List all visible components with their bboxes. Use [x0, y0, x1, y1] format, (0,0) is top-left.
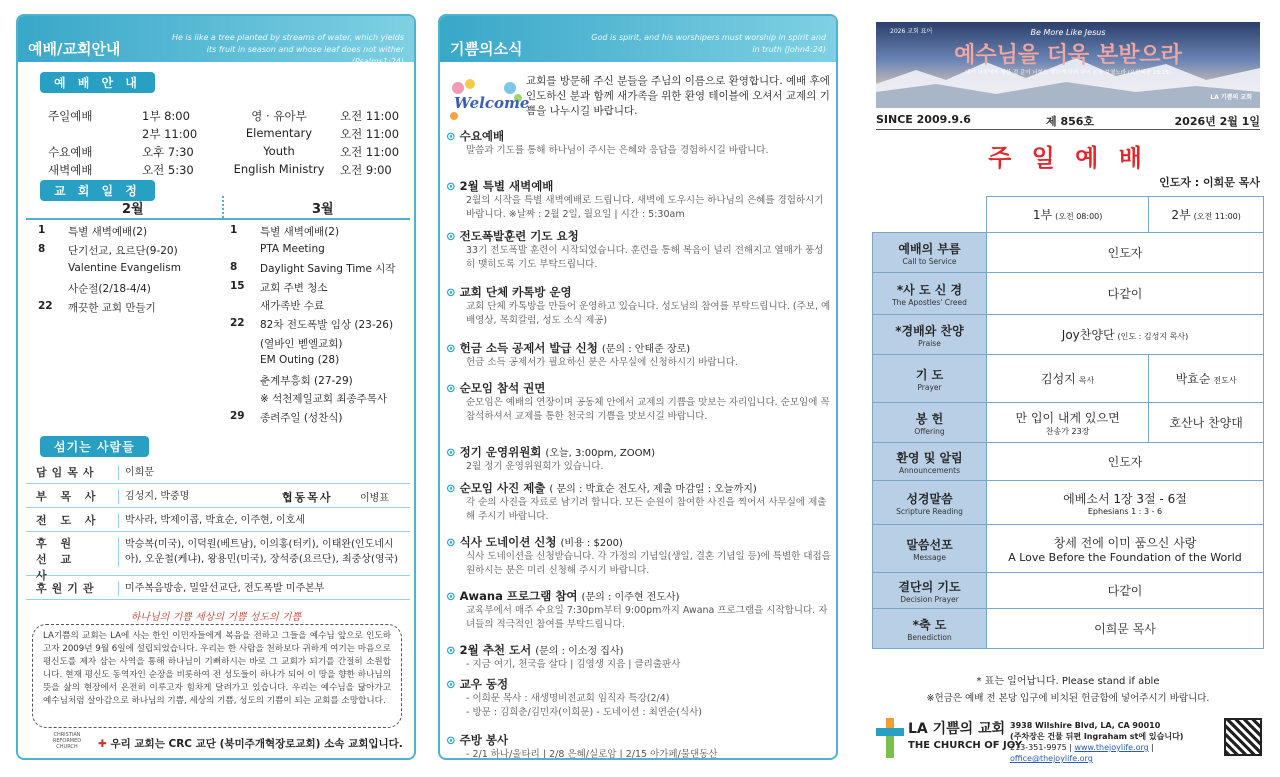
schedule-date: 8: [230, 261, 238, 274]
order-item-en: Decision Prayer: [900, 594, 959, 604]
value-main: 인도자: [1107, 246, 1143, 260]
schedule-date: 1: [230, 224, 238, 236]
news-body: 교회 단체 카톡방을 만들어 운영하고 있습니다. 성도님의 참여를 부탁드립니다. (주보, 예배영상, 목회칼럼, 성도 소식 제공): [466, 301, 831, 326]
order-row: [873, 443, 1264, 481]
worship-order-table: [872, 196, 1264, 649]
news-title: 수요예배: [459, 129, 505, 143]
news-note: ( 문의 : 박효순 전도사, 제출 마감일 : 오늘까지): [549, 484, 757, 495]
schedule-date: 22: [230, 317, 245, 329]
order-row: [873, 355, 1264, 403]
news-title: 2월 특별 새벽예배: [459, 179, 554, 193]
news-title: 전도폭발훈련 기도 요청: [459, 229, 579, 243]
bulletin-cover: 2026 교회 표어 Be More Like Jesus 예수님을 더욱 본받으라 내가 너희에게 행한 것 같이 너희도 행하게 하려 하여 본을 보였노라 (요한복음 13:15) LA 기쁨의 교회 SINCE 2009.9.6 제 856호 2026년 2월 1일 주 일 예 배 인도자 : 이희문 목사 1부 (오전 08:00) 2부 (오전 11:00) 예배의 부름 Call to Service 인도자 *사 도 신 경 The Apostles' Creed 다같이 *경배와 찬양 Praise Joy찬양단 (인도 : 김성지 목사) 기 도 Prayer 김성지 목사 박효순 전도사 봉 헌 Offering 만 입이 내게 있으면 찬송가 23장 호산나 찬양대 환영 및 알림 Announcements 인도자 성경말씀 Scripture Reading 에베소서 1장 3절 - 6절 Ephesians 1 : 3 - 6 말씀선포 Message 창세 전에 이미 품으신 사랑 A Love Before the Foundation of the World 결단의 기도 Decision Prayer 다같이 *축 도 Benediction 이희문 목사 * 표는 일어납니다. Please stand if able ※헌금은 예배 전 본당 입구에 비치된 헌금함에 넣어주시기 바랍니다. LA 기쁨의 교회 THE CHURCH OF JOY 3938 Wilshire Blvd, LA, CA 90010 (주차장은 건물 뒤편 Ingraham st에 있습니다) 213-351-9975 | www.thejoylife.org | office@thejoylife.org: [868, 0, 1268, 777]
order-row: [873, 525, 1264, 573]
schedule-event: 사순절(2/18-4/4): [68, 283, 151, 295]
feb-label: 2월: [122, 202, 144, 217]
order-item-value: [987, 573, 1264, 609]
news-item: [446, 732, 832, 760]
value-sub: Ephesians 1 : 3 - 6: [1087, 506, 1163, 516]
mar-label: 3월: [312, 202, 334, 217]
order-row: [873, 273, 1264, 315]
value-main: 박효순: [1175, 372, 1211, 386]
order-item-ko: *축 도: [912, 617, 947, 632]
value-main: 다같이: [1107, 287, 1143, 301]
order-item-value: [987, 273, 1264, 315]
church-motto: 하나님의 기쁨 세상의 기쁨 성도의 기쁨: [130, 612, 302, 623]
value-main: 이희문 목사: [1094, 622, 1156, 636]
news-item: [446, 676, 832, 720]
news-body: 식사 도네이션을 신청받습니다. 각 가정의 기념일(생일, 결혼 기념일 등)에 특별한 대접을 원하시는 분은 미리 신청해 주시기 바랍니다.: [466, 551, 831, 576]
news-title: 식사 도네이션 신청: [459, 535, 557, 549]
order-item-value: [987, 355, 1149, 403]
news-body: - 지금 여기, 천국을 살다 | 김영생 지음 | 클리출판사: [466, 659, 681, 670]
order-item-value: [987, 481, 1264, 525]
staff-role: 담임목사: [36, 466, 99, 479]
order-row: [873, 315, 1264, 355]
order-row: [873, 403, 1264, 443]
news-body: 말씀과 기도를 통해 하나님이 주시는 은혜와 응답을 경험하시길 바랍니다.: [466, 145, 769, 156]
news-heading: [446, 128, 832, 144]
news-item: [446, 178, 832, 222]
crc-cross-icon: ✚: [98, 738, 111, 750]
order-item-ko: 환영 및 알림: [896, 450, 963, 465]
order-item-ko: *경배와 찬양: [895, 323, 964, 338]
service-time: 오전 11:00: [340, 109, 400, 123]
news-title: 정기 운영위원회: [459, 445, 542, 459]
header-verse: He is like a tree planted by streams of water, which yields its fruit in season and whose leaf does not wither (Psalms1:24): [171, 33, 404, 66]
news-title: Awana 프로그램 참여: [459, 589, 578, 603]
value-main: 인도자: [1107, 455, 1143, 469]
order-item-label: [873, 609, 987, 649]
bullet-icon: ⊙: [446, 285, 456, 299]
order-item-en: Benediction: [907, 632, 952, 642]
order-item-ko: 기 도: [915, 367, 944, 382]
news-item: [446, 480, 832, 524]
welcome-word: Welcome: [454, 94, 530, 112]
order-item-en: The Apostles' Creed: [892, 297, 967, 307]
parking-note: (주차장은 건물 뒤편 Ingraham st에 있습니다): [1010, 732, 1184, 741]
order-item-value: [987, 233, 1264, 273]
service-time: 오전 9:00: [340, 163, 392, 177]
service-time: 2부 11:00: [142, 127, 198, 141]
main-title: 주 일 예 배: [988, 144, 1148, 172]
service-name: 영 · 유아부: [251, 109, 307, 123]
staff-role: 부 목 사: [36, 490, 101, 503]
news-note: (비용 : $200): [560, 538, 623, 549]
phone: 213-351-9975: [1010, 743, 1067, 752]
banner-title: 예수님을 더욱 본받으라: [954, 43, 1182, 68]
banner-small: 2026 교회 표어: [890, 28, 933, 35]
staff-row: [26, 508, 410, 532]
order-item-en: Prayer: [917, 382, 942, 392]
news-title: 헌금 소득 공제서 발급 신청: [459, 341, 598, 355]
news-item: [446, 228, 832, 272]
news-item: [446, 588, 832, 632]
schedule-pill: 교 회 일 정: [40, 180, 155, 201]
order-row: [873, 233, 1264, 273]
news-title: 2월 추천 도서: [459, 643, 532, 657]
service-time: 오전 11:00: [340, 127, 400, 141]
news-body: 2월 정기 운영위원회가 있습니다.: [466, 461, 604, 472]
schedule-event: 특별 새벽예배(2): [260, 226, 340, 238]
banner-verse: 내가 너희에게 행한 것 같이 너희도 행하게 하려 하여 본을 보였노라 (요한복음 13:15): [965, 70, 1171, 76]
news-item: [446, 380, 832, 424]
schedule-date: 8: [38, 243, 46, 255]
staff-role: 후원기관: [36, 582, 99, 595]
order-item-label: [873, 443, 987, 481]
order-item-en: Scripture Reading: [896, 506, 963, 516]
welcome-message: 교회를 방문해 주신 분들을 주님의 이름으로 환영합니다. 예배 후에 인도하신 분과 함께 새가족을 위한 환영 테이블에 오셔서 교제의 기쁨을 나누시길 바랍니다.: [526, 75, 830, 117]
news-body: 교육부에서 매주 수요일 7:30pm부터 9:00pm까지 Awana 프로그램을 시작합니다. 자녀들의 적극적인 참여를 부탁드립니다.: [466, 605, 828, 630]
service-name: 수요예배: [48, 145, 93, 159]
service-label: 1부: [1032, 208, 1053, 222]
order-item-value: [987, 443, 1264, 481]
staff-row: [26, 576, 410, 600]
value-main: 창세 전에 이미 품으신 사랑: [1053, 535, 1197, 550]
staff-role: 협동목사: [282, 491, 333, 504]
people-pill: 섬기는 사람들: [40, 436, 149, 457]
second-service-header: [1149, 197, 1264, 233]
bullet-icon: ⊙: [446, 129, 456, 143]
crc-affiliation: ✚ 우리 교회는 CRC 교단 (북미주개혁장로교회) 소속 교회입니다.: [98, 738, 403, 750]
news-title: 교우 동정: [459, 677, 509, 691]
order-item-label: [873, 233, 987, 273]
order-row: [873, 573, 1264, 609]
order-item-value: [987, 609, 1264, 649]
value-main: 에베소서 1장 3절 - 6절: [1063, 491, 1187, 506]
qr-code-icon[interactable]: [1224, 718, 1262, 756]
staff-row: [26, 532, 410, 582]
banner-en: Be More Like Jesus: [1030, 28, 1106, 37]
panel-title: 예배/교회안내: [28, 40, 121, 58]
order-item-label: [873, 525, 987, 573]
footer-logo-ko: LA 기쁨의 교회: [908, 721, 1006, 737]
bullet-icon: ⊙: [446, 381, 456, 395]
staff-names: 박승복(미국), 이덕원(베트남), 이의홍(터키), 이태완(인도네시아), 오운철(케냐), 왕용민(미국), 장석중(요르단), 최중상(영국): [118, 537, 408, 567]
staff-role: 후 원 선 교 사: [36, 537, 77, 582]
schedule-event: 새가족반 수료: [260, 300, 325, 313]
news-note: (문의 : 안태준 장로): [601, 344, 691, 355]
schedule-date: 1: [38, 224, 46, 236]
email-link[interactable]: office@thejoylife.org: [1010, 754, 1093, 763]
value-sub: 목사: [1078, 376, 1095, 385]
value-main: 호산나 찬양대: [1169, 416, 1243, 430]
news-heading: [446, 380, 832, 396]
order-item-en: Announcements: [899, 465, 960, 475]
order-header-row: [873, 197, 1264, 233]
panel-title: 기쁨의소식: [450, 40, 523, 58]
worship-info-panel: [16, 14, 416, 760]
news-header: [440, 16, 836, 62]
crc-logo: CHRISTIAN REFORMED CHURCH: [52, 732, 82, 750]
news-item: [446, 534, 832, 578]
value-sub: 전도사: [1213, 376, 1237, 385]
service-name: 주일예배: [48, 109, 93, 123]
staff-row: [26, 484, 410, 508]
order-item-en: Offering: [914, 426, 945, 436]
schedule-date: 29: [230, 410, 245, 422]
news-body: 각 순의 사진을 자료로 남기려 합니다. 모든 순원이 참여한 사진을 찍어서 사무실에 제출해 주시기 바랍니다.: [466, 497, 827, 522]
staff-names: 김성지, 박중명: [118, 489, 268, 504]
staff-names: 이병표: [360, 493, 389, 504]
schedule-event: 춘계부흥회 (27-29): [260, 374, 353, 387]
news-heading: [446, 444, 832, 460]
schedule-event: 단기선교, 요르단(9-20): [68, 245, 178, 257]
order-item-ko: 결단의 기도: [898, 579, 961, 594]
schedule-date: 15: [230, 279, 245, 292]
order-item-label: [873, 273, 987, 315]
news-note: (문의 : 이주현 전도사): [581, 592, 680, 603]
service-name: Youth: [263, 144, 295, 158]
order-row: [873, 481, 1264, 525]
value-sub: (인도 : 김성지 목사): [1117, 332, 1189, 341]
first-service-header: [987, 197, 1149, 233]
order-item-ko: 말씀선포: [906, 537, 953, 552]
news-note: (문의 : 이소정 집사): [535, 646, 624, 657]
schedule-date: 22: [38, 300, 53, 312]
bullet-icon: ⊙: [446, 733, 456, 747]
value-sub: 찬송가 23장: [1045, 426, 1090, 436]
order-item-label: [873, 573, 987, 609]
order-item-value: [987, 315, 1264, 355]
service-pill: 예 배 안 내: [40, 72, 155, 93]
news-panel: [438, 14, 838, 760]
service-name: English Ministry: [233, 162, 325, 176]
schedule-event: 깨끗한 교회 만들기: [68, 302, 156, 314]
order-item-value: [1149, 355, 1264, 403]
news-heading: [446, 588, 832, 604]
news-body: 2월의 시작을 특별 새벽예배로 드립니다. 새벽에 도우시는 하나님의 은혜를 경험하시기 바랍니다. ※날짜 : 2월 2일, 월요일 | 시간 : 5:30am: [466, 195, 824, 220]
service-label: 2부: [1171, 208, 1191, 222]
news-heading: [446, 534, 832, 550]
schedule-event: 82차 전도폭발 임상 (23-26): [260, 319, 394, 331]
news-title: 순모임 사진 제출: [459, 481, 546, 495]
service-name: Elementary: [245, 126, 313, 140]
bullet-icon: ⊙: [446, 535, 456, 549]
schedule-event: 특별 새벽예배(2): [68, 226, 148, 238]
news-heading: [446, 340, 832, 356]
order-item-value: [987, 525, 1264, 573]
order-row: [873, 609, 1264, 649]
bullet-icon: ⊙: [446, 229, 456, 243]
order-item-label: [873, 355, 987, 403]
order-item-en: Call to Service: [902, 256, 957, 266]
bullet-icon: ⊙: [446, 481, 456, 495]
since-date: SINCE 2009.9.6: [876, 113, 971, 126]
bullet-icon: ⊙: [446, 179, 456, 193]
service-time: (오전 11:00): [1193, 212, 1241, 221]
bulletin-date: 2026년 2월 1일: [1174, 115, 1260, 128]
bullet-icon: ⊙: [446, 445, 456, 459]
staff-names: 박사라, 박제이콥, 박효순, 이주현, 이호세: [118, 513, 408, 528]
order-item-ko: 예배의 부름: [898, 241, 961, 256]
service-time: (오전 08:00): [1055, 212, 1103, 221]
worship-info-header: [18, 16, 414, 66]
offering-note: ※헌금은 예배 전 본당 입구에 비치된 헌금함에 넣어주시기 바랍니다.: [926, 693, 1210, 704]
news-heading: [446, 642, 832, 658]
bullet-icon: ⊙: [446, 589, 456, 603]
news-item: [446, 128, 832, 158]
news-title: 주방 봉사: [459, 733, 509, 747]
news-item: [446, 444, 832, 474]
news-heading: [446, 284, 832, 300]
leader: 인도자 : 이희문 목사: [1159, 176, 1260, 189]
schedule-event: Valentine Evangelism: [68, 262, 181, 274]
table-corner: [873, 197, 987, 233]
staff-row: [26, 460, 410, 484]
value-sub: A Love Before the Foundation of the World: [1008, 550, 1242, 564]
staff-role: 전 도 사: [36, 514, 101, 527]
stand-note: * 표는 일어납니다. Please stand if able: [976, 676, 1160, 687]
order-item-label: [873, 481, 987, 525]
order-item-ko: 성경말씀: [906, 491, 953, 506]
schedule-event: 교회 주변 청소: [260, 281, 328, 294]
news-body: - 이희문 목사 : 새생명비전교회 임직자 특강(2/4) - 방문 : 김희춘/김민자(이희문) - 도네이션 : 최연순(식사): [466, 693, 702, 718]
news-item: [446, 284, 832, 328]
address: 3938 Wilshire Blvd, LA, CA 90010: [1010, 721, 1161, 730]
order-item-en: Praise: [918, 338, 941, 348]
news-item: [446, 642, 832, 672]
news-heading: [446, 676, 832, 692]
footer-logo-en: THE CHURCH OF JOY: [908, 740, 1023, 751]
value-main: Joy찬양단: [1061, 328, 1115, 342]
order-item-ko: *사 도 신 경: [896, 282, 963, 297]
news-body: - 2/1 하나/울타리 | 2/8 은혜/실로암 | 2/15 아가페/물댄동산: [466, 749, 718, 760]
news-title: 교회 단체 카톡방 운영: [459, 285, 572, 299]
bullet-icon: ⊙: [446, 341, 456, 355]
church-intro: LA기쁨의 교회는 LA에 사는 한인 이민자들에게 복음을 전하고 그들을 예수님 앞으로 인도하고자 2009년 9월 6일에 설립되었습니다. 우리는 한 사람을 천하보다 귀하게 여기는 마음으로 평신도를 제자 삼는 사역을 통해 하나님이 기뻐하시는 바로 그 교회가 되기를 간절히 소원합니다. 현재 평신도 동역자인 순장을 비롯하여 전 성도들이 하나가 되어 이 땅을 향한 하나님의 뜻을 삶의 현장에서 온전히 이루고자 힘차게 달려가고 있습니다. 우리는 예수님을 닮아가고 예수님처럼 살아감으로 하나님의 기쁨, 세상의 기쁨, 성도의 기쁨이 되는 교회를 소망합니다.: [32, 624, 402, 728]
website-link[interactable]: www.thejoylife.org: [1074, 743, 1149, 752]
order-item-ko: 봉 헌: [915, 411, 944, 426]
order-item-en: Message: [913, 552, 946, 562]
schedule-event: (열바인 벧엘교회): [260, 337, 343, 350]
value-main: 김성지: [1041, 372, 1076, 386]
value-main: 만 입이 내게 있으면: [1015, 410, 1120, 425]
news-heading: [446, 732, 832, 748]
header-verse: God is spirit, and his worshipers must worship in spirit and in truth (John4:24): [591, 33, 826, 54]
schedule-event: ※ 석천제일교회 최종주목사: [260, 393, 388, 406]
schedule-event: EM Outing (28): [260, 354, 340, 367]
staff-names: 이희문: [118, 465, 408, 480]
issue-number: 제 856호: [1046, 115, 1095, 128]
welcome-badge: [448, 78, 530, 126]
news-title: 순모임 참석 권면: [459, 381, 546, 395]
news-heading: [446, 480, 832, 496]
service-time: 1부 8:00: [142, 109, 190, 123]
news-heading: [446, 178, 832, 194]
order-item-label: [873, 315, 987, 355]
schedule-event: PTA Meeting: [260, 242, 325, 255]
church-logo-icon: [876, 718, 904, 758]
order-item-value: [987, 403, 1149, 443]
service-time: 오전 11:00: [340, 145, 400, 159]
value-main: 다같이: [1107, 584, 1143, 598]
news-body: 헌금 소득 공제서가 필요하신 분은 사무실에 신청하시기 바랍니다.: [466, 357, 738, 368]
news-heading: [446, 228, 832, 244]
service-time: 오후 7:30: [142, 145, 194, 159]
bullet-icon: ⊙: [446, 677, 456, 691]
news-body: 순모임은 예배의 연장이며 공동체 안에서 교제의 기쁨을 맛보는 자리입니다. 순모임에 꼭 참석하셔서 교제를 통한 천국의 기쁨을 맛보시길 바랍니다.: [466, 397, 830, 422]
banner-logo: LA 기쁨의 교회: [1210, 94, 1252, 101]
order-item-value: [1149, 403, 1264, 443]
news-item: [446, 340, 832, 370]
service-time: 오전 5:30: [142, 163, 194, 177]
bullet-icon: ⊙: [446, 643, 456, 657]
schedule-event: Daylight Saving Time 시작: [260, 263, 396, 276]
order-item-label: [873, 403, 987, 443]
banner: [876, 22, 1260, 108]
schedule-event: 종려주일 (성찬식): [260, 412, 343, 424]
service-name: 새벽예배: [48, 163, 93, 177]
news-note: (오늘, 3:00pm, ZOOM): [545, 448, 656, 459]
news-body: 33기 전도폭발 훈련이 시작되었습니다. 훈련을 통해 복음이 널리 전해지고 열매가 풍성히 맺히도록 기도 부탁드립니다.: [466, 245, 824, 270]
staff-names: 미주복음방송, 밀알선교단, 전도폭발 미주본부: [118, 581, 408, 596]
